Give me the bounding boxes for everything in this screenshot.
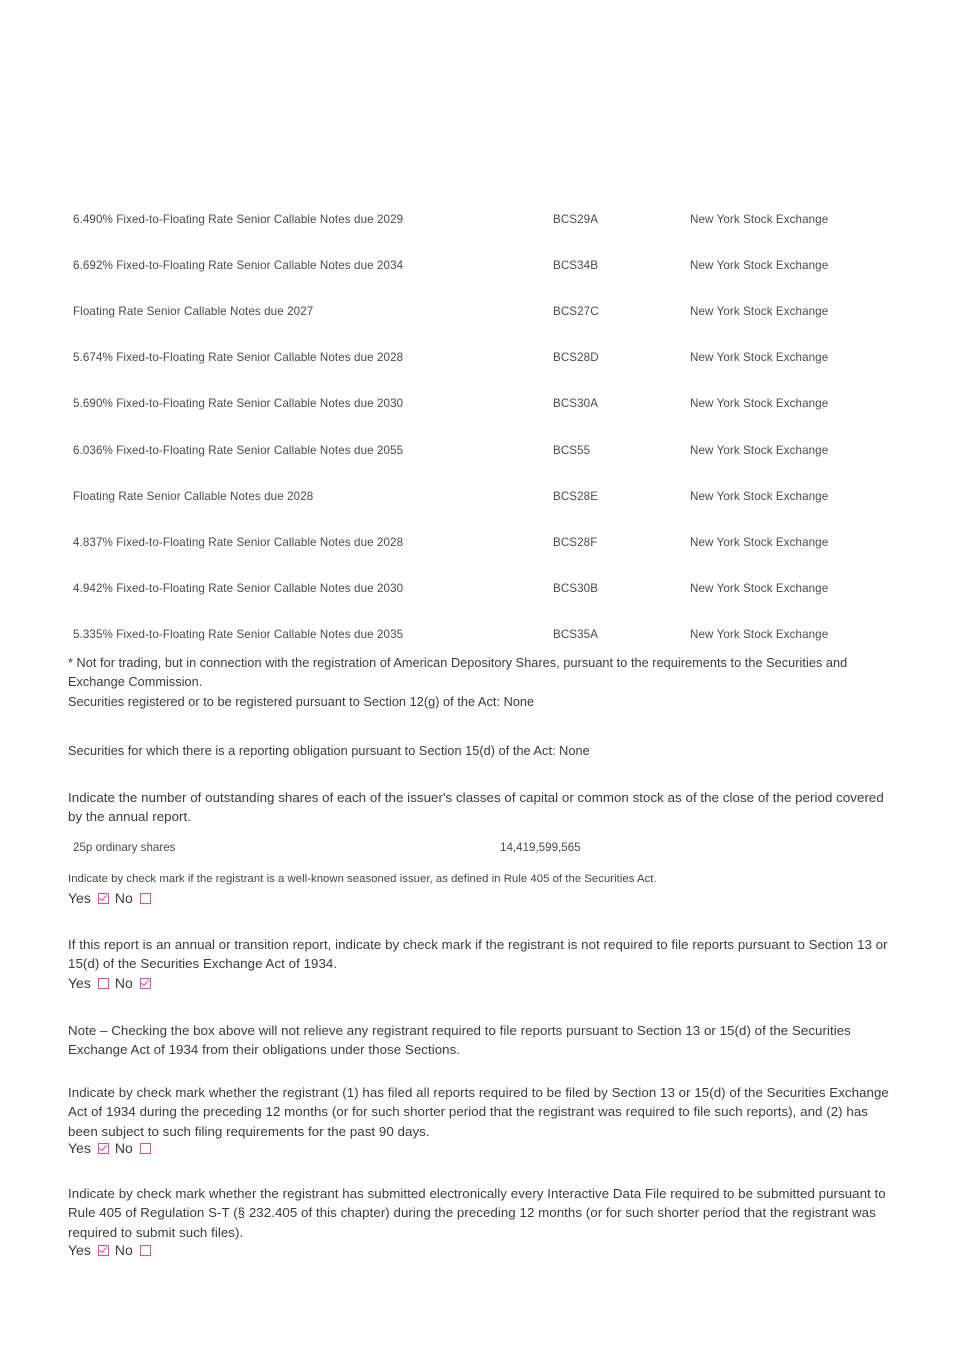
yes-label: Yes [68,975,91,991]
exchange-name-cell: New York Stock Exchange [690,258,829,272]
exchange-name-cell: New York Stock Exchange [690,535,829,549]
exchange-name-cell: New York Stock Exchange [690,582,829,596]
share-class-label: 25p ordinary shares [73,841,176,854]
footnote-not-for-trading: * Not for trading, but in connection with the registration of American Depository Shares, pursuant to the requirements to the Securities and Exchange Commission. [68,656,848,689]
question-prompt-filed-all-reports: Indicate by check mark whether the registrant (1) has filed all reports required to be filed by Section 13 or 15(d) of the Securities Exchange Act of 1934 during the preceding 12 months (or for such shorter period that the registrant was required to file such reports), and (2) has been subject to such filing requirements for the past 90 days. [68,1085,889,1139]
table-row [68,196,898,242]
trading-symbol-cell: BCS29A [553,212,599,226]
trading-symbol-cell: BCS28E [553,489,599,503]
answer-row-interactive-data-file [68,1243,151,1257]
yes-checkbox[interactable] [98,1245,109,1256]
yes-label: Yes [68,890,91,906]
yes-checkbox[interactable] [98,1143,109,1154]
answer-row-filed-all-reports [68,1141,151,1155]
exchange-name-cell: New York Stock Exchange [690,304,829,318]
exchange-name-cell: New York Stock Exchange [690,489,829,503]
outstanding-shares-intro: Indicate the number of outstanding shares of each of the issuer's classes of capital or common stock as of the close of the period covered by the annual report. [68,790,884,825]
security-title-cell: Floating Rate Senior Callable Notes due 2027 [73,304,314,318]
no-checkbox[interactable] [140,893,151,904]
table-row [68,519,898,565]
question-prompt-well-known-seasoned-issuer: Indicate by check mark if the registrant is a well-known seasoned issuer, as defined in Rule 405 of the Securities Act. [68,873,657,885]
yes-label: Yes [68,1242,91,1258]
trading-symbol-cell: BCS28F [553,535,598,549]
table-row [68,427,898,473]
note-checking-box: Note – Checking the box above will not relieve any registrant required to file reports pursuant to Section 13 or 15(d) of the Securities Exchange Act of 1934 from their obligations under those Sections. [68,1023,851,1058]
table-row [68,288,898,334]
share-count-value: 14,419,599,565 [500,841,581,854]
table-row [68,566,898,612]
no-label: No [114,1242,133,1258]
yes-checkbox[interactable] [98,893,109,904]
security-title-cell: 4.837% Fixed-to-Floating Rate Senior Callable Notes due 2028 [73,535,404,549]
security-title-cell: 4.942% Fixed-to-Floating Rate Senior Callable Notes due 2030 [73,582,404,596]
no-checkbox[interactable] [140,1245,151,1256]
security-title-cell: 5.690% Fixed-to-Floating Rate Senior Callable Notes due 2030 [73,397,404,411]
registered-securities-table [68,196,898,658]
security-title-cell: 5.674% Fixed-to-Floating Rate Senior Callable Notes due 2028 [73,351,404,365]
security-title-cell: 6.692% Fixed-to-Floating Rate Senior Callable Notes due 2034 [73,258,404,272]
table-row [68,473,898,519]
exchange-name-cell: New York Stock Exchange [690,628,829,642]
security-title-cell: 6.036% Fixed-to-Floating Rate Senior Callable Notes due 2055 [73,443,404,457]
table-row [68,612,898,658]
security-title-cell: 5.335% Fixed-to-Floating Rate Senior Callable Notes due 2035 [73,628,404,642]
table-row [68,242,898,288]
no-checkbox[interactable] [140,1143,151,1154]
exchange-name-cell: New York Stock Exchange [690,351,829,365]
security-title-cell: 6.490% Fixed-to-Floating Rate Senior Callable Notes due 2029 [73,212,404,226]
trading-symbol-cell: BCS34B [553,258,599,272]
trading-symbol-cell: BCS30B [553,582,599,596]
security-title-cell: Floating Rate Senior Callable Notes due 2028 [73,489,314,503]
trading-symbol-cell: BCS55 [553,443,591,457]
section-15d-statement: Securities for which there is a reporting obligation pursuant to Section 15(d) of the Act: None [68,744,590,758]
question-prompt-not-required-to-file-reports: If this report is an annual or transition report, indicate by check mark if the registrant is not required to file reports pursuant to Section 13 or 15(d) of the Securities Exchange Act of 1934. [68,937,888,972]
answer-row-not-required-to-file-reports [68,976,151,990]
exchange-name-cell: New York Stock Exchange [690,397,829,411]
trading-symbol-cell: BCS27C [553,304,599,318]
no-label: No [114,890,133,906]
no-label: No [114,1140,133,1156]
question-prompt-interactive-data-file: Indicate by check mark whether the registrant has submitted electronically every Interactive Data File required to be submitted pursuant to Rule 405 of Regulation S-T (§ 232.405 of this chapter) during the preceding 12 months (or for such shorter period that the registrant was required to submit such files). [68,1186,886,1240]
section-12g-statement: Securities registered or to be registered pursuant to Section 12(g) of the Act: None [68,695,535,709]
table-row [68,335,898,381]
table-row [68,381,898,427]
yes-checkbox[interactable] [98,978,109,989]
no-label: No [114,975,133,991]
exchange-name-cell: New York Stock Exchange [690,212,829,226]
yes-label: Yes [68,1140,91,1156]
exchange-name-cell: New York Stock Exchange [690,443,829,457]
trading-symbol-cell: BCS35A [553,628,599,642]
trading-symbol-cell: BCS30A [553,397,599,411]
trading-symbol-cell: BCS28D [553,351,599,365]
no-checkbox[interactable] [140,978,151,989]
answer-row-well-known-seasoned-issuer [68,891,151,905]
